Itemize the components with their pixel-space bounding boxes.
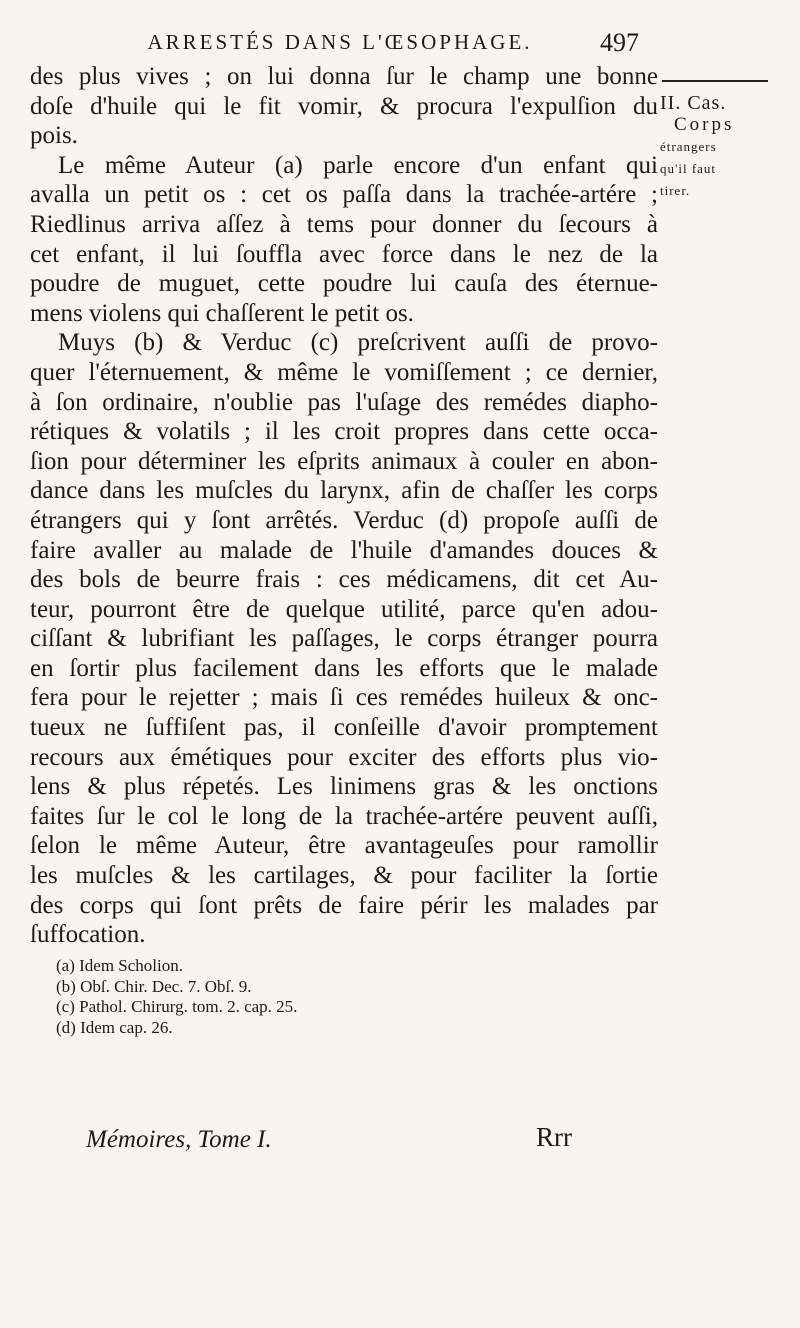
text-line: dance dans les muſcles du larynx, afin de chaſſer les corps	[30, 477, 658, 505]
text-line: Le même Auteur (a) parle encore d'un enfant qui	[58, 151, 658, 179]
text-line: avalla un petit os : cet os paſſa dans la trachée-artére ;	[30, 181, 658, 209]
text-line: faire avaller au malade de l'huile d'amandes douces &	[30, 536, 658, 564]
text-line: poudre de muguet, cette poudre lui cauſa des éternue-	[30, 270, 658, 298]
text-line: quer l'éternuement, & même le vomiſſement ; ce dernier,	[30, 358, 658, 386]
margin-note-line: tirer.	[660, 183, 691, 198]
footnotes	[56, 956, 556, 1038]
text-line: des corps qui ſont prêts de faire périr les malades par	[30, 891, 658, 919]
gathering-signature: Rrr	[536, 1122, 572, 1152]
margin-note	[660, 92, 780, 202]
text-line: ſelon le même Auteur, être avantageuſes pour ramollir	[30, 832, 658, 860]
text-line: pois.	[30, 122, 78, 150]
text-line: ciſſant & lubrifiant les paſſages, le corps étranger pourra	[30, 625, 658, 653]
text-line: teur, pourront être de quelque utilité, parce qu'en adou-	[30, 595, 658, 623]
text-line: ſion pour déterminer les eſprits animaux à couler en abon-	[30, 447, 658, 475]
margin-note-line: II. Cas.	[660, 92, 727, 114]
margin-note-line: Corps	[674, 114, 735, 135]
footnote: (b) Obſ. Chir. Dec. 7. Obſ. 9.	[56, 976, 252, 996]
body-text	[30, 62, 658, 950]
text-line: Riedlinus arriva aſſez à tems pour donner du ſecours à	[30, 210, 658, 238]
footnote: (c) Pathol. Chirurg. tom. 2. cap. 25.	[56, 997, 298, 1016]
page-number: 497	[600, 28, 639, 57]
text-line: fera pour le rejetter ; mais ſi ces remédes huileux & onc-	[30, 684, 658, 712]
text-line: ſuffocation.	[30, 921, 146, 949]
text-line: en ſortir plus facilement dans les efforts que le malade	[30, 654, 658, 682]
text-line: les muſcles & les cartilages, & pour faciliter la ſortie	[30, 862, 658, 890]
text-line: rétiques & volatils ; il les croit propres dans cette occa-	[30, 418, 658, 446]
footnote: (d) Idem cap. 26.	[56, 1017, 173, 1037]
text-line: lens & plus répetés. Les linimens gras & les onctions	[30, 773, 658, 801]
margin-rule	[662, 80, 768, 82]
text-line: cet enfant, il lui ſouffla avec force dans le nez de la	[30, 240, 658, 268]
text-line: mens violens qui chaſſerent le petit os.	[30, 299, 414, 327]
footnote: (a) Idem Scholion.	[56, 956, 183, 975]
text-line: doſe d'huile qui le fit vomir, & procura l'expulſion du	[30, 92, 658, 120]
text-line: Muys (b) & Verduc (c) preſcrivent auſſi de provo-	[58, 329, 658, 357]
text-line: faites ſur le col le long de la trachée-artére peuvent auſſi,	[30, 802, 658, 830]
text-line: recours aux émétiques pour exciter des efforts plus vio-	[30, 743, 658, 771]
margin-note-line: étrangers	[660, 139, 717, 154]
text-line: des plus vives ; on lui donna ſur le champ une bonne	[30, 63, 658, 90]
running-title: ARRESTÉS DANS L'ŒSOPHAGE.	[147, 30, 533, 54]
text-line: tueux ne ſuffiſent pas, il conſeille d'avoir promptement	[30, 714, 658, 742]
margin-note-line: qu'il faut	[660, 161, 717, 176]
text-line: à ſon ordinaire, n'oublie pas l'uſage des remédes diapho-	[30, 388, 658, 416]
volume-signature: Mémoires, Tome I.	[86, 1126, 272, 1153]
text-line: étrangers qui y ſont arrêtés. Verduc (d) propoſe auſſi de	[30, 506, 658, 534]
text-line: des bols de beurre frais : ces médicamens, dit cet Au-	[30, 566, 658, 594]
